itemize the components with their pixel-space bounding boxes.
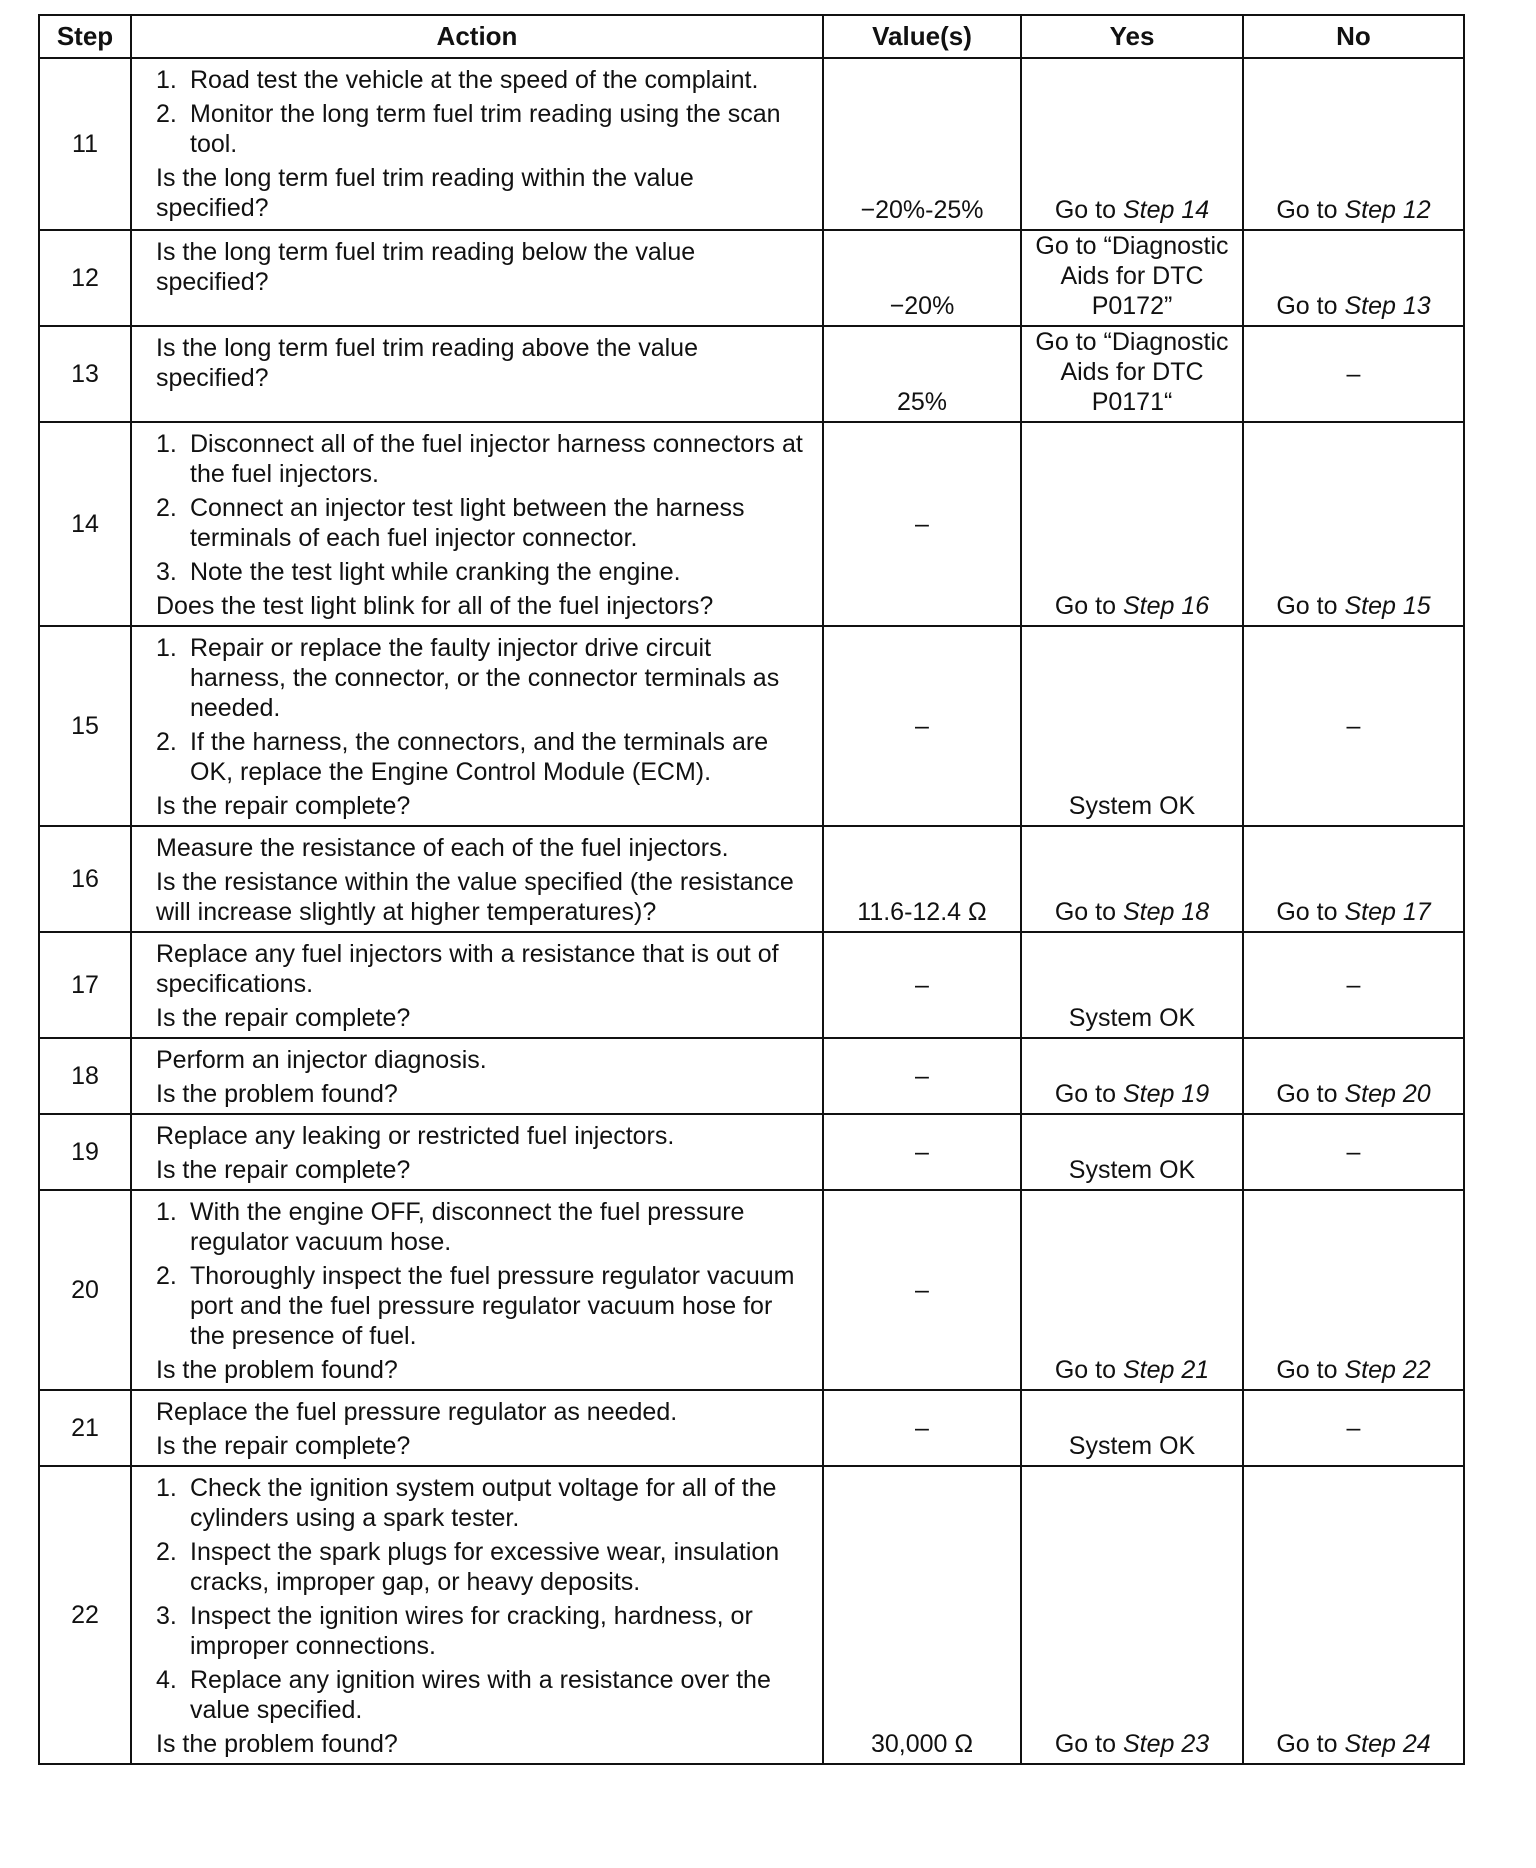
action-cell (131, 1466, 823, 1764)
header-step: Step (39, 15, 131, 58)
action-item-text: Replace any ignition wires with a resistance over the value specified. (190, 1666, 771, 1724)
no-outcome (1243, 826, 1464, 932)
action-list-item (156, 99, 812, 159)
table-row (39, 1038, 1464, 1114)
yes-outcome-step-ref: Step 18 (1122, 898, 1210, 926)
action-list-item (156, 727, 812, 787)
action-item-number: 2. (156, 728, 177, 756)
no-outcome-step-ref: Step 24 (1344, 1730, 1431, 1758)
action-list-item (156, 1537, 812, 1597)
action-list (156, 429, 812, 587)
table-body (39, 58, 1464, 1764)
action-item-text: Repair or replace the faulty injector drive circuit harness, the connector, or the connector terminals as needed. (190, 634, 780, 722)
yes-outcome-text: Go to “Diagnostic Aids for DTC P0171“ (1035, 328, 1229, 416)
no-outcome-text: – (1346, 360, 1361, 388)
value-cell: −20%-25% (823, 58, 1021, 230)
step-number: 11 (39, 58, 131, 230)
yes-outcome-text: Go to (1054, 898, 1123, 926)
action-item-text: Inspect the spark plugs for excessive wear, insulation cracks, improper gap, or heavy deposits. (190, 1538, 780, 1596)
action-list (156, 1473, 812, 1725)
action-instruction: Replace the fuel pressure regulator as needed. (156, 1398, 678, 1426)
no-outcome-text: – (1346, 1138, 1361, 1166)
no-outcome-text: – (1346, 1414, 1361, 1442)
action-instruction: Measure the resistance of each of the fuel injectors. (156, 834, 729, 862)
action-item-text: Monitor the long term fuel trim reading using the scan tool. (190, 100, 781, 158)
action-question: Is the resistance within the value specified (the resistance will increase slightly at higher temperatures)? (156, 868, 794, 926)
action-item-number: 1. (156, 1198, 177, 1226)
no-outcome-step-ref: Step 20 (1344, 1080, 1431, 1108)
table-row (39, 626, 1464, 826)
action-cell (131, 932, 823, 1038)
action-item-number: 3. (156, 1602, 177, 1630)
no-outcome (1243, 58, 1464, 230)
yes-outcome-text: Go to (1054, 1730, 1123, 1758)
action-list-item (156, 1261, 812, 1351)
action-item-text: Road test the vehicle at the speed of the complaint. (190, 66, 759, 94)
action-question: Is the long term fuel trim reading below the value specified? (156, 238, 696, 296)
step-number: 13 (39, 326, 131, 422)
yes-outcome-text: Go to (1054, 1080, 1123, 1108)
value-cell: – (823, 422, 1021, 626)
no-outcome-text: Go to (1276, 1730, 1345, 1758)
table-row (39, 1114, 1464, 1190)
yes-outcome-step-ref: Step 14 (1122, 196, 1210, 224)
no-outcome-text: Go to (1276, 898, 1345, 926)
no-outcome-text: Go to (1276, 196, 1345, 224)
yes-outcome-text: System OK (1068, 1004, 1196, 1032)
table-row (39, 326, 1464, 422)
value-cell: – (823, 1390, 1021, 1466)
header-no: No (1243, 15, 1464, 58)
action-cell (131, 230, 823, 326)
step-number: 14 (39, 422, 131, 626)
no-outcome (1243, 326, 1464, 422)
yes-outcome (1021, 1114, 1243, 1190)
action-question: Is the repair complete? (156, 792, 411, 820)
action-list-item (156, 557, 812, 587)
table-row (39, 58, 1464, 230)
yes-outcome-step-ref: Step 21 (1122, 1356, 1210, 1384)
action-instruction: Replace any fuel injectors with a resistance that is out of specifications. (156, 940, 779, 998)
action-instruction: Perform an injector diagnosis. (156, 1046, 487, 1074)
yes-outcome-step-ref: Step 23 (1122, 1730, 1210, 1758)
table-row (39, 1190, 1464, 1390)
header-action: Action (131, 15, 823, 58)
yes-outcome (1021, 230, 1243, 326)
action-cell (131, 1390, 823, 1466)
action-question: Is the repair complete? (156, 1156, 411, 1184)
no-outcome (1243, 422, 1464, 626)
step-number: 22 (39, 1466, 131, 1764)
value-cell: −20% (823, 230, 1021, 326)
action-cell (131, 422, 823, 626)
value-cell: – (823, 1038, 1021, 1114)
action-item-text: Thoroughly inspect the fuel pressure regulator vacuum port and the fuel pressure regulator vacuum hose for the presence of fuel. (190, 1262, 795, 1350)
no-outcome-text: – (1346, 712, 1361, 740)
yes-outcome (1021, 58, 1243, 230)
action-list-item (156, 493, 812, 553)
action-list-item (156, 1197, 812, 1257)
action-item-text: Check the ignition system output voltage for all of the cylinders using a spark tester. (190, 1474, 777, 1532)
step-number: 19 (39, 1114, 131, 1190)
action-instruction: Replace any leaking or restricted fuel injectors. (156, 1122, 675, 1150)
yes-outcome-text: Go to (1054, 196, 1123, 224)
no-outcome-step-ref: Step 13 (1344, 292, 1431, 320)
action-cell (131, 626, 823, 826)
step-number: 18 (39, 1038, 131, 1114)
no-outcome-text: Go to (1276, 1080, 1345, 1108)
value-cell: 11.6-12.4 Ω (823, 826, 1021, 932)
action-item-number: 1. (156, 1474, 177, 1502)
step-number: 20 (39, 1190, 131, 1390)
action-item-text: Note the test light while cranking the engine. (190, 558, 681, 586)
action-list (156, 65, 812, 159)
action-item-text: Disconnect all of the fuel injector harness connectors at the fuel injectors. (190, 430, 803, 488)
action-list-item (156, 1473, 812, 1533)
no-outcome-step-ref: Step 12 (1344, 196, 1431, 224)
no-outcome (1243, 1190, 1464, 1390)
value-cell: – (823, 626, 1021, 826)
table-row (39, 230, 1464, 326)
action-question: Is the long term fuel trim reading within the value specified? (156, 164, 694, 222)
action-question: Is the long term fuel trim reading above the value specified? (156, 334, 698, 392)
action-item-number: 1. (156, 66, 177, 94)
table-row (39, 826, 1464, 932)
table-row (39, 422, 1464, 626)
step-number: 15 (39, 626, 131, 826)
action-cell (131, 1190, 823, 1390)
value-cell: 25% (823, 326, 1021, 422)
yes-outcome-text: System OK (1068, 792, 1196, 820)
action-list-item (156, 429, 812, 489)
yes-outcome-text: Go to “Diagnostic Aids for DTC P0172” (1035, 232, 1229, 320)
action-item-number: 1. (156, 634, 177, 662)
yes-outcome-text: Go to (1054, 1356, 1123, 1384)
action-cell (131, 1114, 823, 1190)
action-question: Is the problem found? (156, 1356, 398, 1384)
action-question: Is the problem found? (156, 1080, 398, 1108)
action-list-item (156, 1601, 812, 1661)
action-cell (131, 826, 823, 932)
diagnostic-table (38, 14, 1465, 1765)
action-item-text: If the harness, the connectors, and the terminals are OK, replace the Engine Control Module (ECM). (190, 728, 769, 786)
no-outcome (1243, 932, 1464, 1038)
action-cell (131, 1038, 823, 1114)
table-row (39, 1466, 1464, 1764)
action-list-item (156, 1665, 812, 1725)
yes-outcome-text: System OK (1068, 1432, 1196, 1460)
no-outcome (1243, 1038, 1464, 1114)
no-outcome (1243, 1390, 1464, 1466)
no-outcome-step-ref: Step 22 (1344, 1356, 1431, 1384)
step-number: 21 (39, 1390, 131, 1466)
yes-outcome (1021, 826, 1243, 932)
yes-outcome (1021, 1190, 1243, 1390)
action-list-item (156, 65, 812, 95)
header-yes: Yes (1021, 15, 1243, 58)
action-item-text: Connect an injector test light between the harness terminals of each fuel injector connector. (190, 494, 745, 552)
step-number: 16 (39, 826, 131, 932)
no-outcome (1243, 1114, 1464, 1190)
yes-outcome (1021, 1038, 1243, 1114)
action-item-number: 2. (156, 494, 177, 522)
no-outcome-step-ref: Step 15 (1344, 592, 1431, 620)
yes-outcome (1021, 1390, 1243, 1466)
step-number: 12 (39, 230, 131, 326)
action-list (156, 1197, 812, 1351)
no-outcome (1243, 1466, 1464, 1764)
no-outcome-text: – (1346, 971, 1361, 999)
action-question: Does the test light blink for all of the fuel injectors? (156, 592, 714, 620)
no-outcome-text: Go to (1276, 592, 1345, 620)
yes-outcome (1021, 422, 1243, 626)
yes-outcome-step-ref: Step 19 (1122, 1080, 1210, 1108)
no-outcome-text: Go to (1276, 1356, 1345, 1384)
action-cell (131, 58, 823, 230)
header-values: Value(s) (823, 15, 1021, 58)
no-outcome-step-ref: Step 17 (1344, 898, 1431, 926)
yes-outcome-text: Go to (1054, 592, 1123, 620)
action-list (156, 633, 812, 787)
action-item-number: 1. (156, 430, 177, 458)
yes-outcome (1021, 1466, 1243, 1764)
yes-outcome (1021, 932, 1243, 1038)
action-question: Is the repair complete? (156, 1004, 411, 1032)
table-row (39, 932, 1464, 1038)
action-question: Is the repair complete? (156, 1432, 411, 1460)
value-cell: 30,000 Ω (823, 1466, 1021, 1764)
action-item-number: 2. (156, 1538, 177, 1566)
action-item-text: With the engine OFF, disconnect the fuel pressure regulator vacuum hose. (190, 1198, 745, 1256)
table-row (39, 1390, 1464, 1466)
yes-outcome-text: System OK (1068, 1156, 1196, 1184)
no-outcome-text: Go to (1276, 292, 1345, 320)
value-cell: – (823, 932, 1021, 1038)
no-outcome (1243, 626, 1464, 826)
action-item-number: 2. (156, 100, 177, 128)
yes-outcome (1021, 326, 1243, 422)
action-item-number: 3. (156, 558, 177, 586)
yes-outcome-step-ref: Step 16 (1122, 592, 1210, 620)
action-item-number: 4. (156, 1666, 177, 1694)
value-cell: – (823, 1190, 1021, 1390)
header-row (39, 15, 1464, 58)
action-item-text: Inspect the ignition wires for cracking, hardness, or improper connections. (190, 1602, 753, 1660)
step-number: 17 (39, 932, 131, 1038)
action-question: Is the problem found? (156, 1730, 398, 1758)
action-list-item (156, 633, 812, 723)
yes-outcome (1021, 626, 1243, 826)
action-item-number: 2. (156, 1262, 177, 1290)
no-outcome (1243, 230, 1464, 326)
table-header (39, 15, 1464, 58)
action-cell (131, 326, 823, 422)
value-cell: – (823, 1114, 1021, 1190)
